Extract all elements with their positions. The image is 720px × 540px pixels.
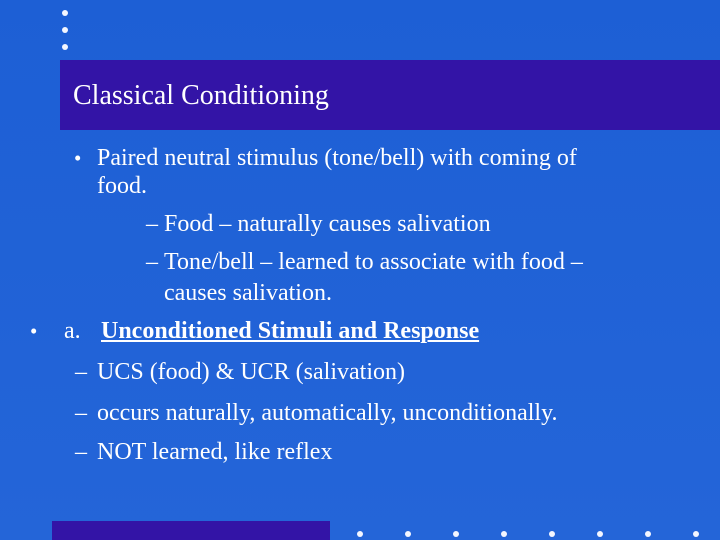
- sub-bullet-line: NOT learned, like reflex: [97, 439, 333, 465]
- decorative-dot-bottom: [693, 531, 699, 537]
- sub-bullet-line: UCS (food) & UCR (salivation): [97, 359, 405, 385]
- decorative-dot-bottom: [405, 531, 411, 537]
- sub-bullet-line: Food – naturally causes salivation: [164, 211, 491, 237]
- bullet-marker: •: [74, 146, 82, 170]
- sub-bullet-line: occurs naturally, automatically, unconditionally.: [97, 400, 558, 426]
- sub-bullet-line: causes salivation.: [164, 280, 332, 306]
- bullet-line: food.: [97, 173, 147, 199]
- decorative-dot-bottom: [549, 531, 555, 537]
- decorative-dot-bottom: [501, 531, 507, 537]
- bullet-line: Paired neutral stimulus (tone/bell) with coming of: [97, 145, 577, 171]
- dash-marker: –: [146, 249, 158, 275]
- dash-marker: –: [75, 400, 87, 426]
- dash-marker: –: [75, 359, 87, 385]
- bullet-marker: •: [30, 319, 38, 343]
- dash-marker: –: [75, 439, 87, 465]
- decorative-dot-bottom: [597, 531, 603, 537]
- bullet-prefix: a.: [64, 318, 81, 344]
- slide-title: Classical Conditioning: [73, 80, 329, 111]
- decorative-dot-bottom: [357, 531, 363, 537]
- sub-bullet-line: Tone/bell – learned to associate with food –: [164, 249, 583, 275]
- decorative-dot-bottom: [645, 531, 651, 537]
- underlined-heading: Unconditioned Stimuli and Response: [101, 318, 480, 344]
- decorative-dot-bottom: [453, 531, 459, 537]
- dash-marker: –: [146, 211, 158, 237]
- bottom-accent-bar: [52, 521, 330, 540]
